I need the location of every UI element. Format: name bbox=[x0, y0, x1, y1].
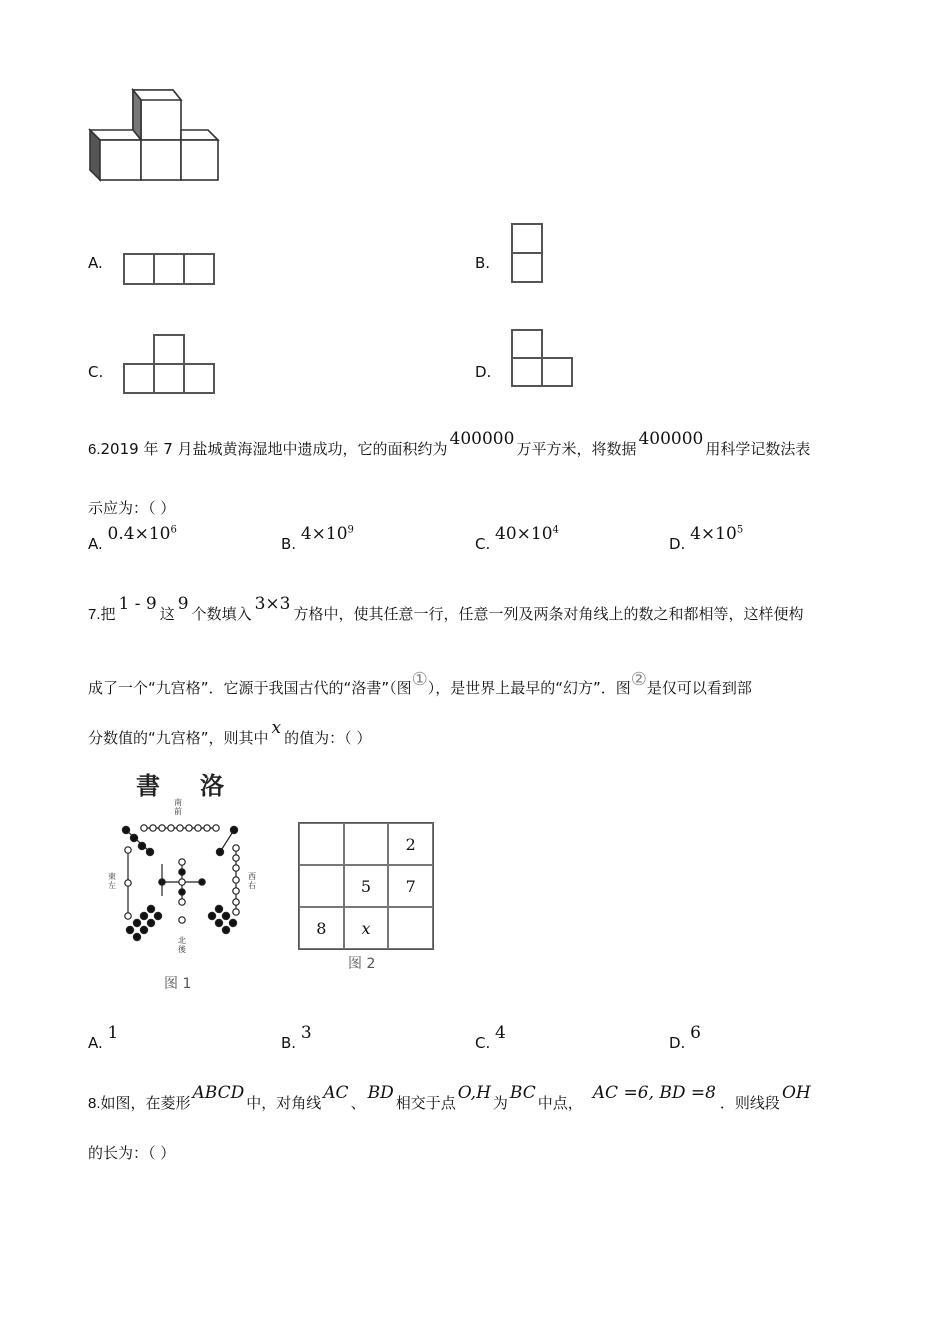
q5-option-c-view bbox=[122, 333, 216, 397]
question-number: 6. bbox=[88, 441, 101, 458]
option-value: $4\times 10^9$ bbox=[300, 524, 354, 544]
option-letter: D. bbox=[475, 363, 492, 381]
q8-text: 中点， bbox=[537, 1094, 583, 1112]
q8-math: AC bbox=[323, 1083, 349, 1103]
q6-text: 示应为：（ ） bbox=[88, 499, 176, 517]
q5-option-a-view bbox=[122, 252, 216, 286]
q7-text: ），是世界上最早的“幻方”．图 bbox=[427, 679, 631, 697]
q8-text: 、 bbox=[350, 1094, 366, 1112]
option-letter: D. bbox=[669, 535, 686, 553]
q8-math: ABCD bbox=[192, 1083, 245, 1103]
q6-text: 2019 年 7 月盐城黄海湿地中遗成功，它的面积约为 bbox=[100, 440, 448, 458]
circled-two: ② bbox=[630, 669, 647, 690]
grid-cell bbox=[388, 907, 433, 949]
option-value: $0.4\times 10^6$ bbox=[107, 524, 177, 544]
question-number: 7. bbox=[88, 606, 101, 623]
q8-math: BD bbox=[367, 1083, 394, 1103]
option-value: 1 bbox=[107, 1023, 119, 1043]
luoshu-label-north: 北後 bbox=[178, 936, 186, 954]
option-letter: A. bbox=[88, 535, 103, 553]
option-letter: B. bbox=[281, 535, 297, 553]
q8-math: BC bbox=[509, 1083, 536, 1103]
q7-text: 方格中，使其任意一行，任意一列及两条对角线上的数之和都相等，这样便构 bbox=[293, 605, 804, 623]
q7-math: 1 - 9 bbox=[118, 594, 157, 614]
grid-cell: 5 bbox=[344, 865, 389, 907]
option-value: 6 bbox=[690, 1023, 701, 1043]
q7-option-a[interactable] bbox=[88, 1023, 119, 1053]
q7-text: 个数填入 bbox=[191, 605, 252, 623]
q7-text: 是仅可以看到部 bbox=[646, 679, 752, 697]
q6-option-a[interactable] bbox=[88, 524, 177, 554]
q6-value-1: 400000 bbox=[449, 429, 515, 449]
q8-line-1 bbox=[88, 1083, 813, 1113]
q6-value-2: 400000 bbox=[638, 429, 704, 449]
grid-cell bbox=[299, 823, 344, 865]
q6-line-2 bbox=[88, 497, 175, 518]
luoshu-title-left: 書 bbox=[136, 771, 160, 800]
grid-cell: x bbox=[344, 907, 389, 949]
q7-option-c[interactable] bbox=[475, 1023, 506, 1053]
option-letter: D. bbox=[669, 1034, 686, 1052]
grid-cell: 8 bbox=[299, 907, 344, 949]
q6-line-1 bbox=[88, 429, 811, 459]
luoshu-dots bbox=[100, 760, 280, 970]
option-letter: C. bbox=[475, 1034, 491, 1052]
q6-option-b[interactable] bbox=[281, 524, 354, 554]
grid-cell bbox=[344, 823, 389, 865]
q7-line-3 bbox=[88, 718, 372, 748]
luoshu-label-south: 南前 bbox=[174, 798, 182, 816]
luoshu-title-right: 洛 bbox=[200, 771, 224, 800]
q5-option-c[interactable] bbox=[88, 363, 103, 381]
q8-math: AC =6, BD =8 bbox=[592, 1083, 716, 1103]
grid-cell bbox=[299, 865, 344, 907]
option-value: 3 bbox=[300, 1023, 312, 1043]
magic-square-grid bbox=[298, 822, 434, 950]
q8-math: O,H bbox=[457, 1083, 491, 1103]
cube-solid-figure bbox=[88, 88, 228, 188]
option-letter: B. bbox=[475, 254, 491, 272]
q7-line-1 bbox=[88, 594, 804, 624]
q5-option-a[interactable] bbox=[88, 254, 103, 272]
option-letter: C. bbox=[475, 535, 491, 553]
q7-math-x: x bbox=[271, 718, 282, 738]
q5-option-d[interactable] bbox=[475, 363, 491, 381]
option-value: $4\times 10^5$ bbox=[690, 524, 744, 544]
q6-text: 万平方米，将数据 bbox=[516, 440, 637, 458]
q5-option-d-view bbox=[510, 328, 576, 390]
q8-text: 相交于点 bbox=[395, 1094, 456, 1112]
grid-caption: 图 2 bbox=[348, 956, 376, 972]
option-letter: A. bbox=[88, 1034, 103, 1052]
option-value: 4 bbox=[495, 1023, 506, 1043]
q6-text: 用科学记数法表 bbox=[705, 440, 811, 458]
q5-option-b[interactable] bbox=[475, 254, 490, 272]
q8-text: ．则线段 bbox=[719, 1094, 780, 1112]
option-value: $40\times 10^4$ bbox=[495, 524, 559, 544]
luoshu-label-west: 西右 bbox=[248, 872, 256, 890]
luoshu-label-east: 東左 bbox=[108, 872, 116, 890]
luoshu-caption: 图 1 bbox=[164, 976, 192, 992]
q7-text: 的值为：（ ） bbox=[284, 729, 372, 747]
question-number: 8. bbox=[88, 1095, 101, 1112]
q6-option-d[interactable] bbox=[669, 524, 744, 554]
q8-text: 如图，在菱形 bbox=[100, 1094, 191, 1112]
q5-option-b-view bbox=[510, 222, 546, 286]
q7-option-d[interactable] bbox=[669, 1023, 701, 1053]
q7-text: 成了一个“九宫格”．它源于我国古代的“洛書”（图 bbox=[88, 679, 412, 697]
q8-text: 的长为：（ ） bbox=[88, 1144, 176, 1162]
q6-option-c[interactable] bbox=[475, 524, 559, 554]
q7-math: 9 bbox=[177, 594, 189, 614]
q7-line-2 bbox=[88, 669, 752, 698]
q7-option-b[interactable] bbox=[281, 1023, 312, 1053]
option-letter: C. bbox=[88, 363, 104, 381]
option-letter: B. bbox=[281, 1034, 297, 1052]
option-letter: A. bbox=[88, 254, 103, 272]
q7-text: 这 bbox=[159, 605, 175, 623]
q8-line-2 bbox=[88, 1142, 175, 1163]
q7-text: 分数值的“九宫格”，则其中 bbox=[88, 729, 269, 747]
q8-math: OH bbox=[781, 1083, 811, 1103]
circled-one: ① bbox=[411, 669, 428, 690]
luoshu-figure bbox=[100, 760, 280, 995]
q7-math: 3×3 bbox=[254, 594, 291, 614]
grid-cell: 7 bbox=[388, 865, 433, 907]
q8-text: 中，对角线 bbox=[246, 1094, 322, 1112]
q7-text: 把 bbox=[100, 605, 116, 623]
q8-text: 为 bbox=[492, 1094, 508, 1112]
grid-cell: 2 bbox=[388, 823, 433, 865]
